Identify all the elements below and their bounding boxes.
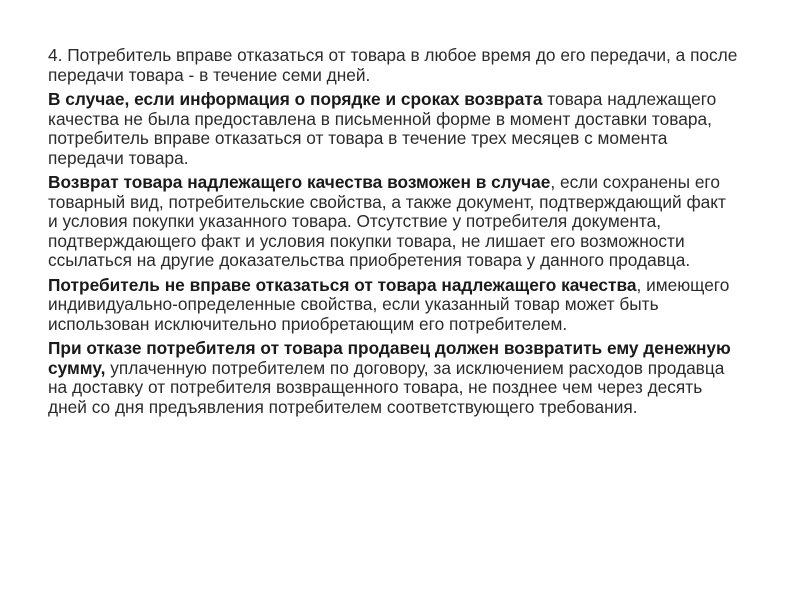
paragraph-bold-lead: Потребитель не вправе отказаться от товара надлежащего качества <box>48 274 637 295</box>
slide-body <box>48 46 738 422</box>
paragraph-text: товара надлежащего качества не была предоставлена в письменной форме в момент доставки товара, потребитель вправе отказаться от товара в течение трех месяцев с момента передачи товара. <box>48 89 717 168</box>
paragraph-no-refusal <box>48 276 738 335</box>
paragraph-return-conditions <box>48 173 738 271</box>
paragraph-bold-lead: При отказе потребителя от товара продавец должен возвратить ему денежную сумму, <box>48 338 731 378</box>
paragraph-text: , если сохранены его товарный вид, потребительские свойства, а также документ, подтверждающий факт и условия покупки указанного товара. Отсутствие у потребителя документа, подтверждающего факт и условия покупки товара, не лишает его возможности ссылаться на другие доказательства приобретения товара у данного продавца. <box>48 172 726 270</box>
paragraph-bold-lead: В случае, если информация о порядке и сроках возврата <box>48 89 543 109</box>
paragraph-text: 4. Потребитель вправе отказаться от товара в любое время до его передачи, а после передачи товара - в течение семи дней. <box>48 45 738 85</box>
paragraph-text: , имеющего индивидуально-определенные свойства, если указанный товар может быть использован исключительно приобретающим его потребителем. <box>48 274 730 334</box>
paragraph-info-not-provided <box>48 90 738 168</box>
paragraph-bold-lead: Возврат товара надлежащего качества возможен в случае <box>48 172 551 192</box>
paragraph-return-period <box>48 46 738 85</box>
paragraph-text: уплаченную потребителем по договору, за исключением расходов продавца на доставку от потребителя возвращенного товара, не позднее чем через десять дней со дня предъявления потребителем соответствующего требования. <box>48 357 725 417</box>
paragraph-refund <box>48 339 738 417</box>
